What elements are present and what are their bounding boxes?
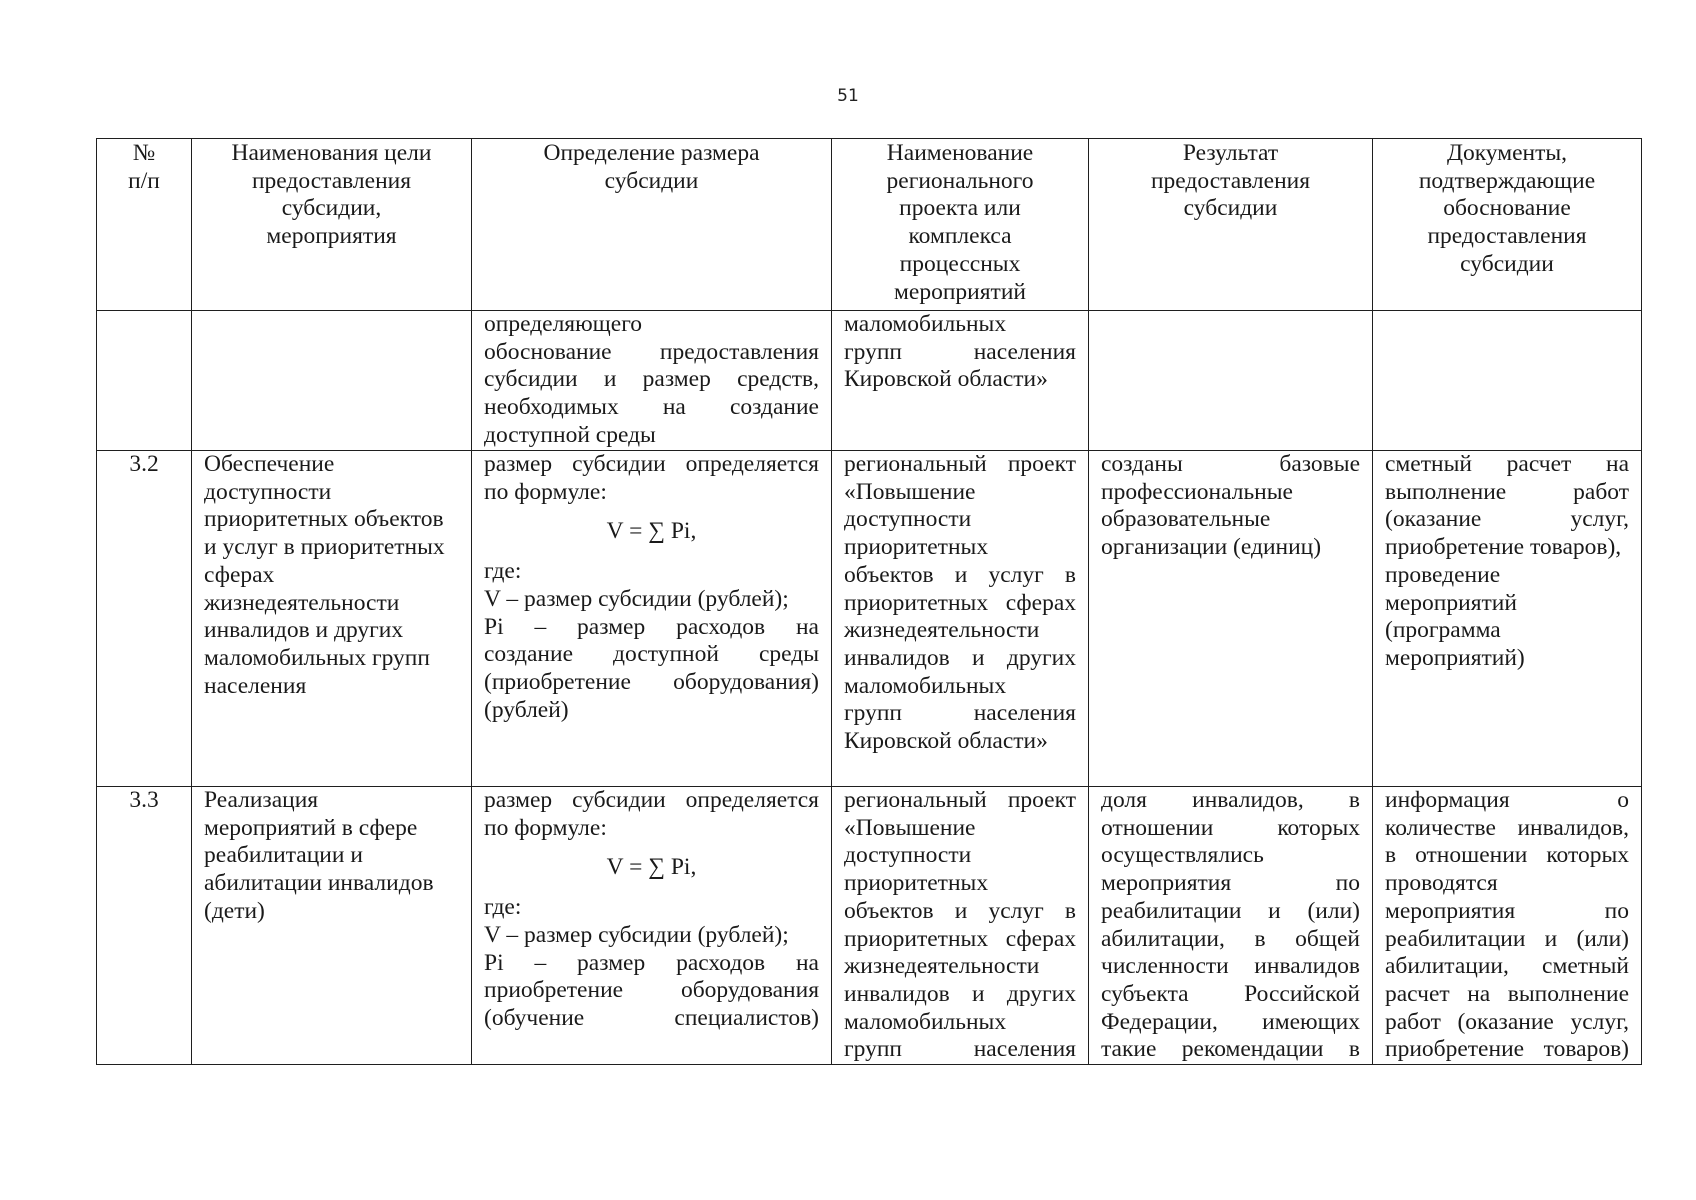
- text-line: маломобильных групп: [204, 644, 430, 671]
- text-line: субъекта Российской: [1101, 980, 1360, 1007]
- text-line: Pi – размер расходов на: [484, 949, 819, 976]
- text-line: мероприятий в сфере: [204, 814, 418, 841]
- text-line: по формуле:: [484, 814, 607, 841]
- text-line: проекта или: [899, 195, 1021, 222]
- text-line: и услуг в приоритетных: [204, 534, 445, 561]
- header-size: [472, 139, 832, 311]
- cell-num: [97, 311, 192, 451]
- text-line: реабилитации и: [204, 842, 363, 869]
- text-line: где:: [484, 558, 522, 585]
- text-line: Определение размера: [543, 140, 760, 166]
- text-line: количестве инвалидов,: [1385, 814, 1629, 841]
- text-line: инвалидов и других: [204, 617, 404, 644]
- text-line: создание доступной среды: [484, 641, 819, 668]
- text-line: (приобретение оборудования): [484, 668, 819, 695]
- cell-result: [1089, 787, 1373, 1065]
- cell-project: [832, 451, 1089, 787]
- text-line: приоритетных: [844, 534, 989, 561]
- text-line: обоснование: [1443, 195, 1571, 222]
- text-line: сферах: [204, 561, 275, 588]
- text-line: доступности: [844, 842, 972, 869]
- text-line: жизнедеятельности: [844, 617, 1040, 644]
- text-line: жизнедеятельности: [844, 953, 1040, 980]
- text-line: расчет на выполнение: [1385, 980, 1629, 1007]
- text-line: Наименования цели: [231, 140, 432, 166]
- text-line: субсидии и размер средств,: [484, 366, 819, 393]
- text-line: размер субсидии определяется: [484, 451, 819, 477]
- text-line: регионального: [886, 167, 1034, 194]
- text-line: субсидии: [1183, 195, 1278, 222]
- text-line: V – размер субсидии (рублей);: [484, 585, 789, 612]
- text-line: по формуле:: [484, 478, 607, 505]
- text-line: приоритетных: [844, 870, 989, 897]
- text-line: реабилитации и (или): [1385, 925, 1629, 952]
- text-line: мероприятия: [266, 223, 397, 250]
- text-line: образовательные: [1101, 506, 1271, 533]
- header-result: [1089, 139, 1373, 311]
- text-line: обоснование предоставления: [484, 338, 819, 365]
- text-line: приобретение товаров),: [1385, 534, 1622, 561]
- cell-project: [832, 787, 1089, 1065]
- text-line: групп населения: [844, 700, 1076, 727]
- text-line: Документы,: [1446, 140, 1568, 166]
- text-line: групп населения: [844, 1036, 1076, 1063]
- text-line: Наименование: [886, 140, 1034, 166]
- text-line: Обеспечение: [204, 451, 335, 477]
- text-line: профессиональные: [1101, 478, 1293, 505]
- text-line: приоритетных сферах: [844, 925, 1076, 952]
- subsidy-table: [96, 138, 1642, 1065]
- text-line: предоставления: [1150, 167, 1311, 194]
- cell-result: [1089, 451, 1373, 787]
- text-line: реабилитации и (или): [1101, 897, 1360, 924]
- text-line: инвалидов и других: [844, 644, 1076, 671]
- text-line: маломобильных: [844, 672, 1007, 699]
- text-line: (дети): [204, 897, 265, 924]
- text-line: абилитации, в общей: [1101, 925, 1360, 952]
- text-line: осуществлялись: [1101, 842, 1264, 869]
- text-line: субсидии: [604, 167, 699, 194]
- text-line: организации (единиц): [1101, 534, 1322, 561]
- text-line: выполнение работ: [1385, 478, 1629, 505]
- text-line: населения: [204, 672, 307, 699]
- text-line: Кировской области»: [844, 366, 1048, 393]
- size-intro: [484, 787, 819, 842]
- cell-docs: [1373, 787, 1642, 1065]
- table-header-row: [97, 139, 1642, 311]
- cell-docs: [1373, 451, 1642, 787]
- text-line: приоритетных объектов: [204, 506, 444, 533]
- text-line: приобретение товаров): [1385, 1036, 1629, 1063]
- text-line: необходимых на создание: [484, 394, 819, 421]
- text-line: доля инвалидов, в: [1101, 787, 1360, 813]
- text-line: предоставления: [1427, 223, 1587, 250]
- table-row-3-3: [97, 787, 1642, 1065]
- text-line: проведение: [1385, 561, 1501, 588]
- cell-docs: [1373, 311, 1642, 451]
- formula: V = ∑ Pi,: [606, 854, 697, 881]
- text-line: инвалидов и других: [844, 980, 1076, 1007]
- header-num: [97, 139, 192, 311]
- text-line: приобретение оборудования: [484, 977, 819, 1004]
- text-line: абилитации, сметный: [1385, 953, 1629, 980]
- text-line: подтверждающие: [1418, 167, 1596, 194]
- text-line: «Повышение: [844, 478, 976, 505]
- text-line: размер субсидии определяется: [484, 787, 819, 813]
- header-project: [832, 139, 1089, 311]
- cell-size: [472, 311, 832, 451]
- text-line: информация о: [1385, 787, 1629, 813]
- text-line: где:: [484, 894, 522, 921]
- text-line: жизнедеятельности: [204, 589, 400, 616]
- text-line: созданы базовые: [1101, 451, 1360, 477]
- cell-project: [832, 311, 1089, 451]
- text-line: (оказание услуг,: [1385, 506, 1629, 533]
- text-line: в отношении которых: [1385, 842, 1629, 869]
- text-line: Pi – размер расходов на: [484, 613, 819, 640]
- text-line: региональный проект: [844, 451, 1076, 477]
- text-line: абилитации инвалидов: [204, 870, 434, 897]
- text-line: маломобильных: [844, 311, 1007, 337]
- cell-goal: [192, 311, 472, 451]
- text-line: мероприятия по: [1101, 870, 1360, 897]
- header-docs: [1373, 139, 1642, 311]
- text-line: V – размер субсидии (рублей);: [484, 921, 789, 948]
- text-line: численности инвалидов: [1101, 953, 1360, 980]
- text-line: мероприятий: [894, 278, 1026, 305]
- text-line: проводятся: [1385, 870, 1498, 897]
- text-line: определяющего: [484, 311, 643, 337]
- text-line: такие рекомендации в: [1101, 1036, 1360, 1063]
- size-where: [484, 894, 819, 1033]
- text-line: мероприятий: [1385, 589, 1517, 616]
- text-line: доступности: [844, 506, 972, 533]
- text-line: групп населения: [844, 338, 1076, 365]
- text-line: комплекса: [908, 223, 1012, 250]
- text-line: (рублей): [484, 696, 569, 723]
- text-line: Результат: [1182, 140, 1279, 166]
- text-line: «Повышение: [844, 814, 976, 841]
- text-line: доступной среды: [484, 421, 656, 448]
- cell-result: [1089, 311, 1373, 451]
- size-intro: [484, 451, 819, 506]
- text-line: работ (оказание услуг,: [1385, 1008, 1629, 1035]
- size-where: [484, 558, 819, 724]
- text-line: объектов и услуг в: [844, 897, 1076, 924]
- cell-size: [472, 451, 832, 787]
- text-line: сметный расчет на: [1385, 451, 1629, 477]
- text-line: мероприятий): [1385, 644, 1525, 671]
- formula: V = ∑ Pi,: [606, 518, 697, 545]
- text-line: Реализация: [204, 787, 319, 813]
- table-row-continuation: [97, 311, 1642, 451]
- cell-size: [472, 787, 832, 1065]
- page-number: 51: [837, 86, 859, 106]
- text-line: приоритетных сферах: [844, 589, 1076, 616]
- table-row-3-2: [97, 451, 1642, 787]
- cell-num: 3.3: [97, 787, 192, 1065]
- cell-goal: [192, 451, 472, 787]
- text-line: процессных: [899, 250, 1021, 277]
- text-line: предоставления: [251, 167, 412, 194]
- text-line: Кировской области»: [844, 728, 1048, 755]
- text-line: (обучение специалистов): [484, 1004, 819, 1031]
- header-goal: [192, 139, 472, 311]
- cell-num: 3.2: [97, 451, 192, 787]
- text-line: №: [132, 140, 156, 166]
- text-line: (программа: [1385, 617, 1501, 644]
- text-line: отношении которых: [1101, 814, 1360, 841]
- text-line: маломобильных: [844, 1008, 1007, 1035]
- text-line: объектов и услуг в: [844, 561, 1076, 588]
- text-line: доступности: [204, 478, 332, 505]
- text-line: субсидии,: [281, 195, 382, 222]
- text-line: Федерации, имеющих: [1101, 1008, 1360, 1035]
- text-line: региональный проект: [844, 787, 1076, 813]
- text-line: мероприятия по: [1385, 897, 1629, 924]
- text-line: п/п: [128, 167, 160, 194]
- text-line: субсидии: [1460, 250, 1554, 277]
- cell-goal: [192, 787, 472, 1065]
